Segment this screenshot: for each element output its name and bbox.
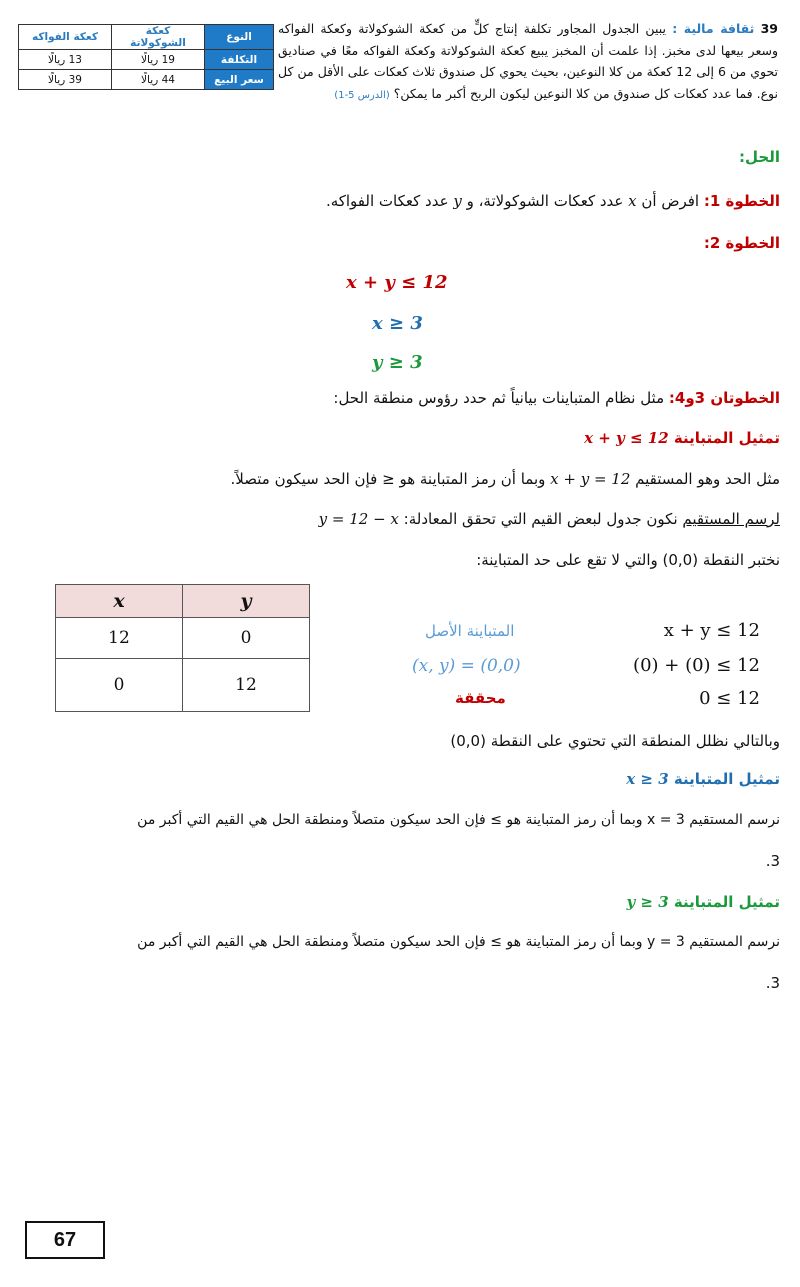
price-table-header-row	[19, 25, 274, 50]
equation: x + y = 12	[550, 470, 631, 488]
lesson-reference: (الدرس 5-1)	[334, 89, 390, 101]
sub3-line1: نرسم المستقيم y = 3 وبما أن رمز المتباينة هو ≥ فإن الحد سيكون متصلاً ومنطقة الحل هي القيم التي أكبر من	[137, 934, 780, 950]
test-eq3: 0 ≤ 12	[699, 688, 760, 709]
table-cell: 0	[56, 659, 183, 712]
table-row	[19, 50, 274, 70]
problem-statement	[278, 18, 778, 106]
test-label-point: (x, y) = (0,0)	[412, 656, 521, 676]
table-header-cell: كعكة الفواكه	[19, 25, 112, 50]
xy-value-table	[55, 584, 310, 712]
table-cell: 19 ريالًا	[112, 50, 205, 70]
shade-text: وبالتالي نظلل المنطقة التي تحتوي على النقطة (0,0)	[450, 732, 780, 750]
sub1-title	[584, 429, 780, 447]
text: مثل الحد وهو المستقيم	[635, 470, 780, 488]
text: فإن الحد سيكون متصلاً.	[230, 470, 378, 488]
table-header-row	[56, 585, 310, 618]
sub3-title-text: تمثيل المتباينة	[673, 893, 780, 911]
var-x: x	[628, 192, 637, 210]
sub1-line2	[319, 510, 780, 528]
table-header-cell: كعكة الشوكولاتة	[112, 25, 205, 50]
table-cell: 12	[56, 618, 183, 659]
sub3-line2: .3	[765, 974, 780, 992]
sub1-line3: نختبر النقطة (0,0) والتي لا تقع على حد المتباينة:	[476, 551, 780, 569]
table-header-cell: x	[56, 585, 183, 618]
step1-line	[326, 192, 780, 210]
step1-text: عدد كعكات الفواكه.	[325, 192, 449, 210]
test-label-true: محققة	[455, 689, 506, 707]
text: وبما أن رمز المتباينة هو	[399, 470, 546, 488]
sub3-title	[626, 893, 780, 911]
step1-text: افرض أن	[641, 192, 700, 210]
sub1-line1	[231, 470, 780, 488]
table-cell: 13 ريالًا	[19, 50, 112, 70]
step1-text: عدد كعكات الشوكولاتة، و	[466, 192, 624, 210]
var-y: y	[453, 192, 462, 210]
equation: y = 12 − x	[318, 510, 399, 528]
table-cell: 0	[183, 618, 310, 659]
text: لرسم المستقيم	[682, 510, 780, 528]
step34-line	[333, 389, 780, 407]
sub1-title-text: تمثيل المتباينة	[673, 429, 780, 447]
test-eq2-text: (0) + (0) ≤ 12	[633, 655, 760, 676]
table-cell: التكلفة	[205, 50, 274, 70]
step1-label: الخطوة 1:	[703, 192, 780, 210]
problem-text: يبين الجدول المجاور تكلفة إنتاج كلٍّ من كعكة الشوكولاتة وكعكة الفواكه وسعر بيعها لدى مخبز. إذا علمت أن المخبز يبيع كعكة الشوكولاتة وكعكة الفواكه معًا في صناديق تحوي من 6 إلى 12 كعكة من كلا النوعين، بحيث يحوي كل صندوق ثلاث كعكات على الأقل من كل نوع. فما عدد كعكات كل صندوق من كلا النوعين ليكون الربح أكبر ما يمكن؟	[278, 21, 778, 101]
table-cell: 39 ريالًا	[19, 70, 112, 90]
table-cell: 44 ريالًا	[112, 70, 205, 90]
sub2-title-text: تمثيل المتباينة	[673, 770, 780, 788]
problem-number: 39	[760, 21, 778, 36]
constraint-sum: x + y ≤ 12	[346, 272, 448, 293]
table-row	[56, 659, 310, 712]
constraint-y: y ≥ 3	[372, 352, 423, 373]
sub2-title	[626, 770, 780, 788]
sub2-line2: .3	[765, 852, 780, 870]
table-cell: 12	[183, 659, 310, 712]
sub2-line1: نرسم المستقيم x = 3 وبما أن رمز المتباينة هو ≥ فإن الحد سيكون متصلاً ومنطقة الحل هي القيم التي أكبر من	[137, 812, 780, 828]
test-eq2	[633, 655, 760, 676]
table-header-cell: النوع	[205, 25, 274, 50]
solution-heading: الحل:	[739, 148, 780, 166]
page-number: 67	[25, 1221, 105, 1259]
text: نكون جدول لبعض القيم التي تحقق المعادلة:	[403, 510, 678, 528]
step34-label: الخطوتان 3و4:	[668, 389, 780, 407]
price-table	[18, 24, 274, 90]
table-row	[56, 618, 310, 659]
sub3-title-math: y ≥ 3	[626, 893, 669, 911]
symbol: ≤	[382, 470, 395, 488]
test-label-original: المتباينة الأصل	[425, 622, 515, 640]
table-cell: سعر البيع	[205, 70, 274, 90]
step34-text: مثل نظام المتباينات بيانياً ثم حدد رؤوس منطقة الحل:	[333, 389, 665, 407]
problem-title: ثقافة مالية :	[672, 21, 755, 36]
test-eq1: x + y ≤ 12	[663, 620, 760, 641]
constraint-x: x ≥ 3	[372, 313, 423, 334]
sub2-title-math: x ≥ 3	[626, 770, 669, 788]
table-header-cell: y	[183, 585, 310, 618]
table-row	[19, 70, 274, 90]
sub1-title-math: x + y ≤ 12	[584, 429, 669, 447]
step2-label: الخطوة 2:	[703, 234, 780, 252]
